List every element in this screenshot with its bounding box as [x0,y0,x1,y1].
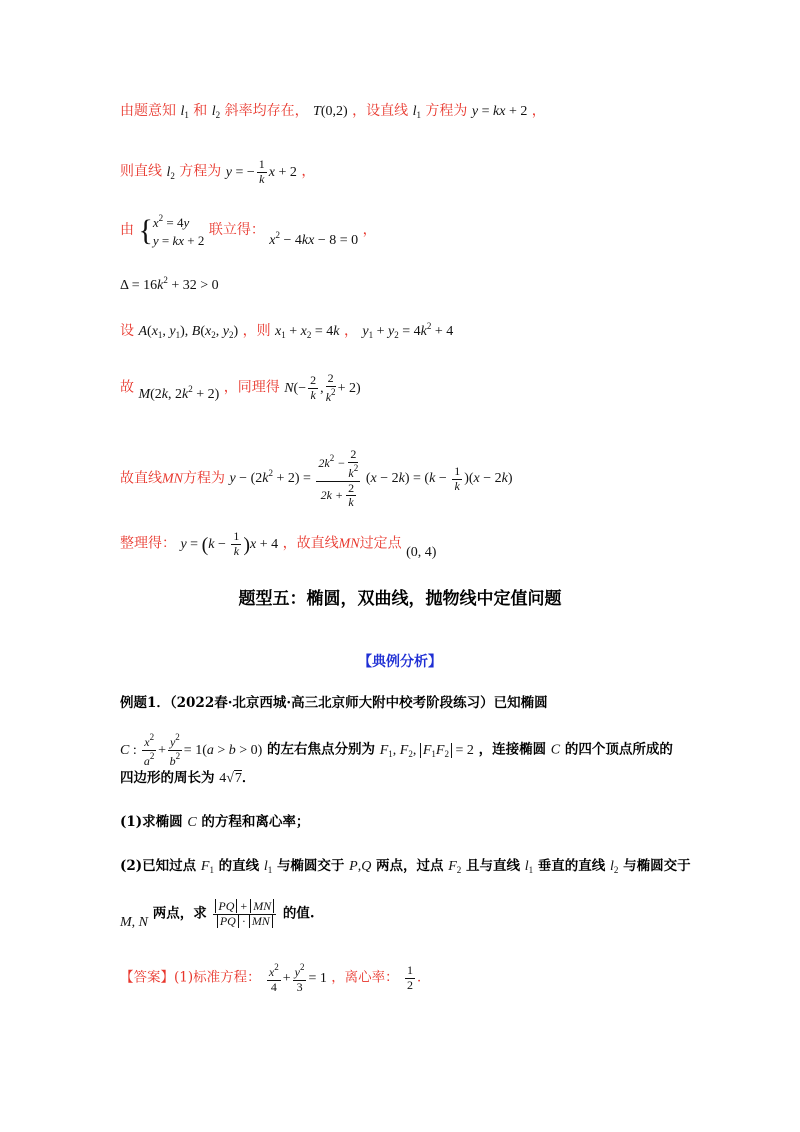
text: 两点，过点 [376,858,444,874]
text: 由 [120,221,134,238]
formula-M: M(2k, $2k^2 + 2$) [138,383,220,402]
formula-fixed-point: (0, 4) [406,544,437,560]
text: 与椭圆交于 [276,858,345,874]
label-MN: MN [338,536,360,552]
formula-ellipse: C : $\frac{x^2}{a^2}$ + $\frac{y^2}{b^2}$ = 1(a > b > 0) [120,732,263,768]
text: 设 [120,323,134,339]
question-2-line-1 [120,860,691,875]
text: ，设直线 [352,103,409,119]
formula-foci: $F_1$, $F_2$, $F_1F_2 = 2$ [379,742,474,759]
text: 联立得： [208,221,265,238]
text: 垂直的直线 [537,858,606,874]
solution-line-7 [120,448,513,510]
text: 和 [193,103,208,119]
formula-F2: $F_2$ [448,859,462,875]
answer-line [120,962,430,995]
formula-line2-eq: y = − $\frac{1}{k}$ x + 2 [225,157,297,186]
text: 的值. [282,905,315,922]
text: ． [416,969,431,986]
formula-l1: $l_1$ [263,859,273,875]
formula-ratio: $\frac{PQ + MN}{PQ \cdot MN}$ [211,907,278,922]
text: 则直线 [120,163,162,180]
formula-line-MN-simplified: y = (k − $\frac{1}{k}$ )x + 4 [180,529,279,558]
example-line-3 [120,772,255,786]
text: 斜率均存在， [224,103,309,119]
text: 过定点 [359,535,402,552]
text: 的左右焦点分别为 [267,741,376,758]
formula-quadratic: $x^2 - 4kx - 8 = 0$ [269,229,359,248]
formula-sum-x: $x_1 + x_2 = 4k$ [275,324,340,340]
formula-points-AB: $A(x_1$, $y_1$), $B(x_2$, $y_2$) [138,324,239,340]
formula-l1: $l_1$ [524,859,534,875]
solution-line-5 [120,322,453,340]
text: 的直线 [218,858,260,874]
formula-perimeter: 4√7 [219,771,242,786]
solution-line-2 [120,158,315,187]
text: (2)已知过点 [120,858,197,874]
text: ，离心率： [331,969,399,986]
formula-F1: $F_1$ [200,859,214,875]
text: (1)求椭圆 [120,814,183,830]
text: ，故直线 [282,535,339,552]
text: 四边形的周长为 [120,770,215,786]
text: 故 [120,379,134,396]
formula-l1: $l_1$ [180,104,189,120]
formula-MN: M, N [120,914,149,930]
formula-system: {$x^2 = 4y$ y = kx + 2 [138,213,205,248]
text: ，同理得 [223,379,280,396]
answer-tag: 【答案】 [120,969,174,986]
formula-standard-equation: $\frac{x^2}{4}$ + $\frac{y^2}{3}$ = 1 [268,962,327,994]
formula-PQ: P,Q [349,859,372,874]
formula-line-MN: $y - (2k^2 + 2)$ = $2k^2$ − $\frac{2}{k^2}$ 2k + $\frac{2}{k}$ (x − 2k) = (k − $\frac{1}{k}$ )(x − 2k) [229,447,513,510]
text: 方程为 [425,103,468,119]
text: ，连接椭圆 [478,741,547,758]
formula-l2: $l_2$ [166,164,175,181]
text: ， [343,323,358,339]
text: 方程为 [183,470,225,487]
formula-l1: $l_1$ [412,104,421,120]
section-subtitle: 【典例分析】 [358,654,442,670]
formula-l2: $l_2$ [610,859,619,875]
example-heading: 例题1．（2022春·北京西城·高三北京师大附中校考阶段练习）已知椭圆 [120,695,548,711]
formula-N: N(− $\frac{2}{k}$ , $\frac{2}{k^2}$ + 2) [284,371,361,404]
formula-sum-y: $y_1 + y_2 = 4k^2 + 4$ [362,321,454,340]
solution-line-3 [120,212,377,249]
text: 故直线 [120,470,162,487]
solution-line-1 [120,104,546,120]
text: ． [241,770,256,786]
text: 且与直线 [466,858,520,874]
formula-T: T(0,2) [313,104,348,119]
solution-line-4 [120,276,219,293]
question-2-line-2 [120,900,315,929]
question-1 [120,816,309,830]
formula-eccentricity: $\frac{1}{2}$ [406,963,413,992]
text: ， [362,221,377,238]
solution-line-8 [120,530,436,559]
text: 两点，求 [152,905,207,922]
text: ，则 [242,323,271,339]
formula-l2: $l_2$ [211,104,221,120]
text: 整理得： [120,535,176,552]
text: 方程为 [179,163,222,180]
formula-C: C [550,742,561,758]
label-MN: MN [162,471,183,487]
text: (1)标准方程： [174,969,261,986]
text: ， [531,103,546,119]
text: 的方程和离心率； [201,814,310,830]
text: 与椭圆交于 [623,858,691,874]
text: ， [301,163,316,180]
text: 由题意知 [120,103,176,119]
formula-discriminant: $\Delta = 16k^2 + 32 > 0$ [120,275,219,293]
formula-C: C [187,815,197,830]
formula-line-eq: y = kx + 2 [471,104,528,119]
example-line-2 [120,732,673,769]
section-title: 题型五：椭圆，双曲线，抛物线中定值问题 [238,589,562,609]
text: 的四个顶点所成的 [564,741,673,758]
solution-line-6 [120,372,361,405]
